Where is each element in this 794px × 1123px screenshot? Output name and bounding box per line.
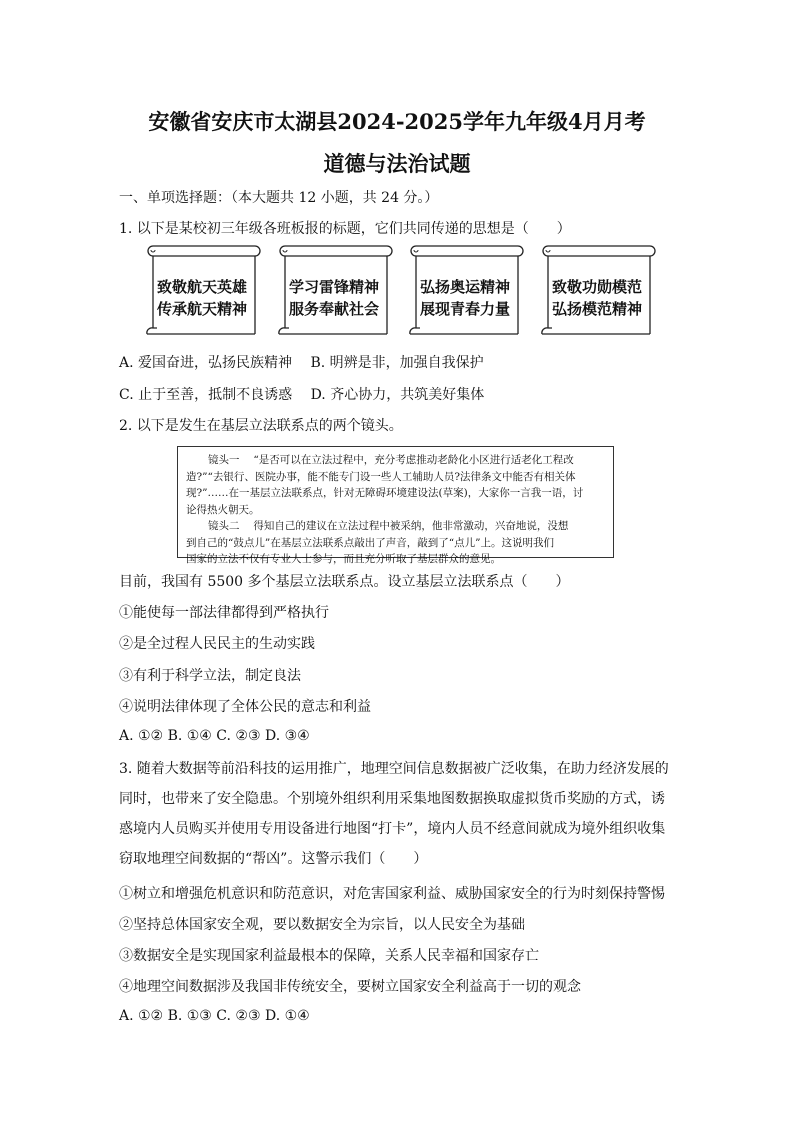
- banner-2-line1: 学习雷锋精神: [288, 278, 379, 296]
- banner-3-line1: 弘扬奥运精神: [419, 278, 510, 296]
- banner-3-line2: 展现青春力量: [419, 300, 510, 318]
- question-1-options-cd: C. 止于至善，抵制不良诱惑 D. 齐心协力，共筑美好集体: [119, 387, 485, 403]
- question-2-item-3: ③有利于科学立法，制定良法: [119, 668, 301, 684]
- page-title: 安徽省安庆市太湖县2024-2025学年九年级4月月考: [148, 109, 646, 134]
- banner-scroll-2: [275, 242, 393, 340]
- question-1-stem: 1. 以下是某校初三年级各班板报的标题，它们共同传递的思想是（ ）: [119, 221, 571, 237]
- question-2-item-2: ②是全过程人民民主的生动实践: [119, 636, 315, 652]
- page-subtitle: 道德与法治试题: [323, 151, 471, 176]
- scene-1-line-4: 论得热火朝天。: [186, 503, 260, 516]
- banner-4-line2: 弘扬模范精神: [551, 300, 642, 318]
- scene-1-line-2: 造?”“去银行、医院办事，能不能专门设一些人工辅助人员?法律条文中能否有相关体: [186, 470, 576, 483]
- question-2-stem-2: 目前，我国有 5500 多个基层立法联系点。设立基层立法联系点（ ）: [119, 574, 570, 590]
- question-2-item-4: ④说明法律体现了全体公民的意志和利益: [119, 699, 371, 715]
- question-3-options: A. ①② B. ①③ C. ②③ D. ①④: [119, 1008, 310, 1024]
- question-2-stem: 2. 以下是发生在基层立法联系点的两个镜头。: [119, 418, 403, 434]
- scene-2-line-2: 到自己的“鼓点儿”在基层立法联系点敲出了声音，敲到了“点儿”上。这说明我们: [186, 536, 554, 549]
- scene-2-line-3: 国家的立法不仅有专业人士参与，而且充分听取了基层群众的意见。: [186, 553, 501, 565]
- banner-scroll-1: [143, 242, 261, 340]
- banner-1-line1: 致敬航天英雄: [156, 278, 247, 296]
- scene-box: [177, 446, 614, 565]
- banner-scroll-3: [406, 242, 524, 340]
- question-3-item-4: ④地理空间数据涉及我国非传统安全，要树立国家安全利益高于一切的观念: [119, 979, 581, 995]
- scene-2-line-1: 镜头二 得知自己的建议在立法过程中被采纳，他非常激动，兴奋地说，没想: [208, 520, 569, 532]
- banner-2-line2: 服务奉献社会: [288, 300, 379, 318]
- question-3-stem: 3. 随着大数据等前沿科技的运用推广，地理空间信息数据被广泛收集，在助力经济发展的同时，也带来了安全隐患。个别境外组织利用采集地图数据换取虚拟货币奖励的方式，诱惑境内人员购买并使用专用设备进行地图“打卡”，境内人员不经意间就成为境外组织收集窃取地理空间数据的“帮凶”。这警示我们（ ）: [119, 761, 669, 867]
- scene-1-line-3: 现?”……在一基层立法联系点，针对无障碍环境建设法(草案)，大家你一言我一语，讨: [186, 487, 584, 499]
- question-3-item-1: ①树立和增强危机意识和防范意识，对危害国家利益、威胁国家安全的行为时刻保持警惕: [119, 886, 665, 902]
- question-2-options: A. ①② B. ①④ C. ②③ D. ③④: [119, 728, 310, 744]
- banner-1-line2: 传承航天精神: [156, 300, 247, 318]
- question-3-item-2: ②坚持总体国家安全观，要以数据安全为宗旨，以人民安全为基础: [119, 917, 525, 933]
- section-heading: 一、单项选择题：（本大题共 12 小题，共 24 分。）: [119, 190, 439, 206]
- banner-scroll-4: [538, 242, 656, 340]
- banner-4-line1: 致敬功勋模范: [551, 278, 642, 296]
- scene-1-line-1: 镜头一 “是否可以在立法过程中，充分考虑推动老龄化小区进行适老化工程改: [208, 454, 574, 466]
- question-2-item-1: ①能使每一部法律都得到严格执行: [119, 605, 329, 621]
- question-3-item-3: ③数据安全是实现国家利益最根本的保障，关系人民幸福和国家存亡: [119, 948, 539, 964]
- question-1-options-ab: A. 爱国奋进，弘扬民族精神 B. 明辨是非，加强自我保护: [119, 355, 484, 371]
